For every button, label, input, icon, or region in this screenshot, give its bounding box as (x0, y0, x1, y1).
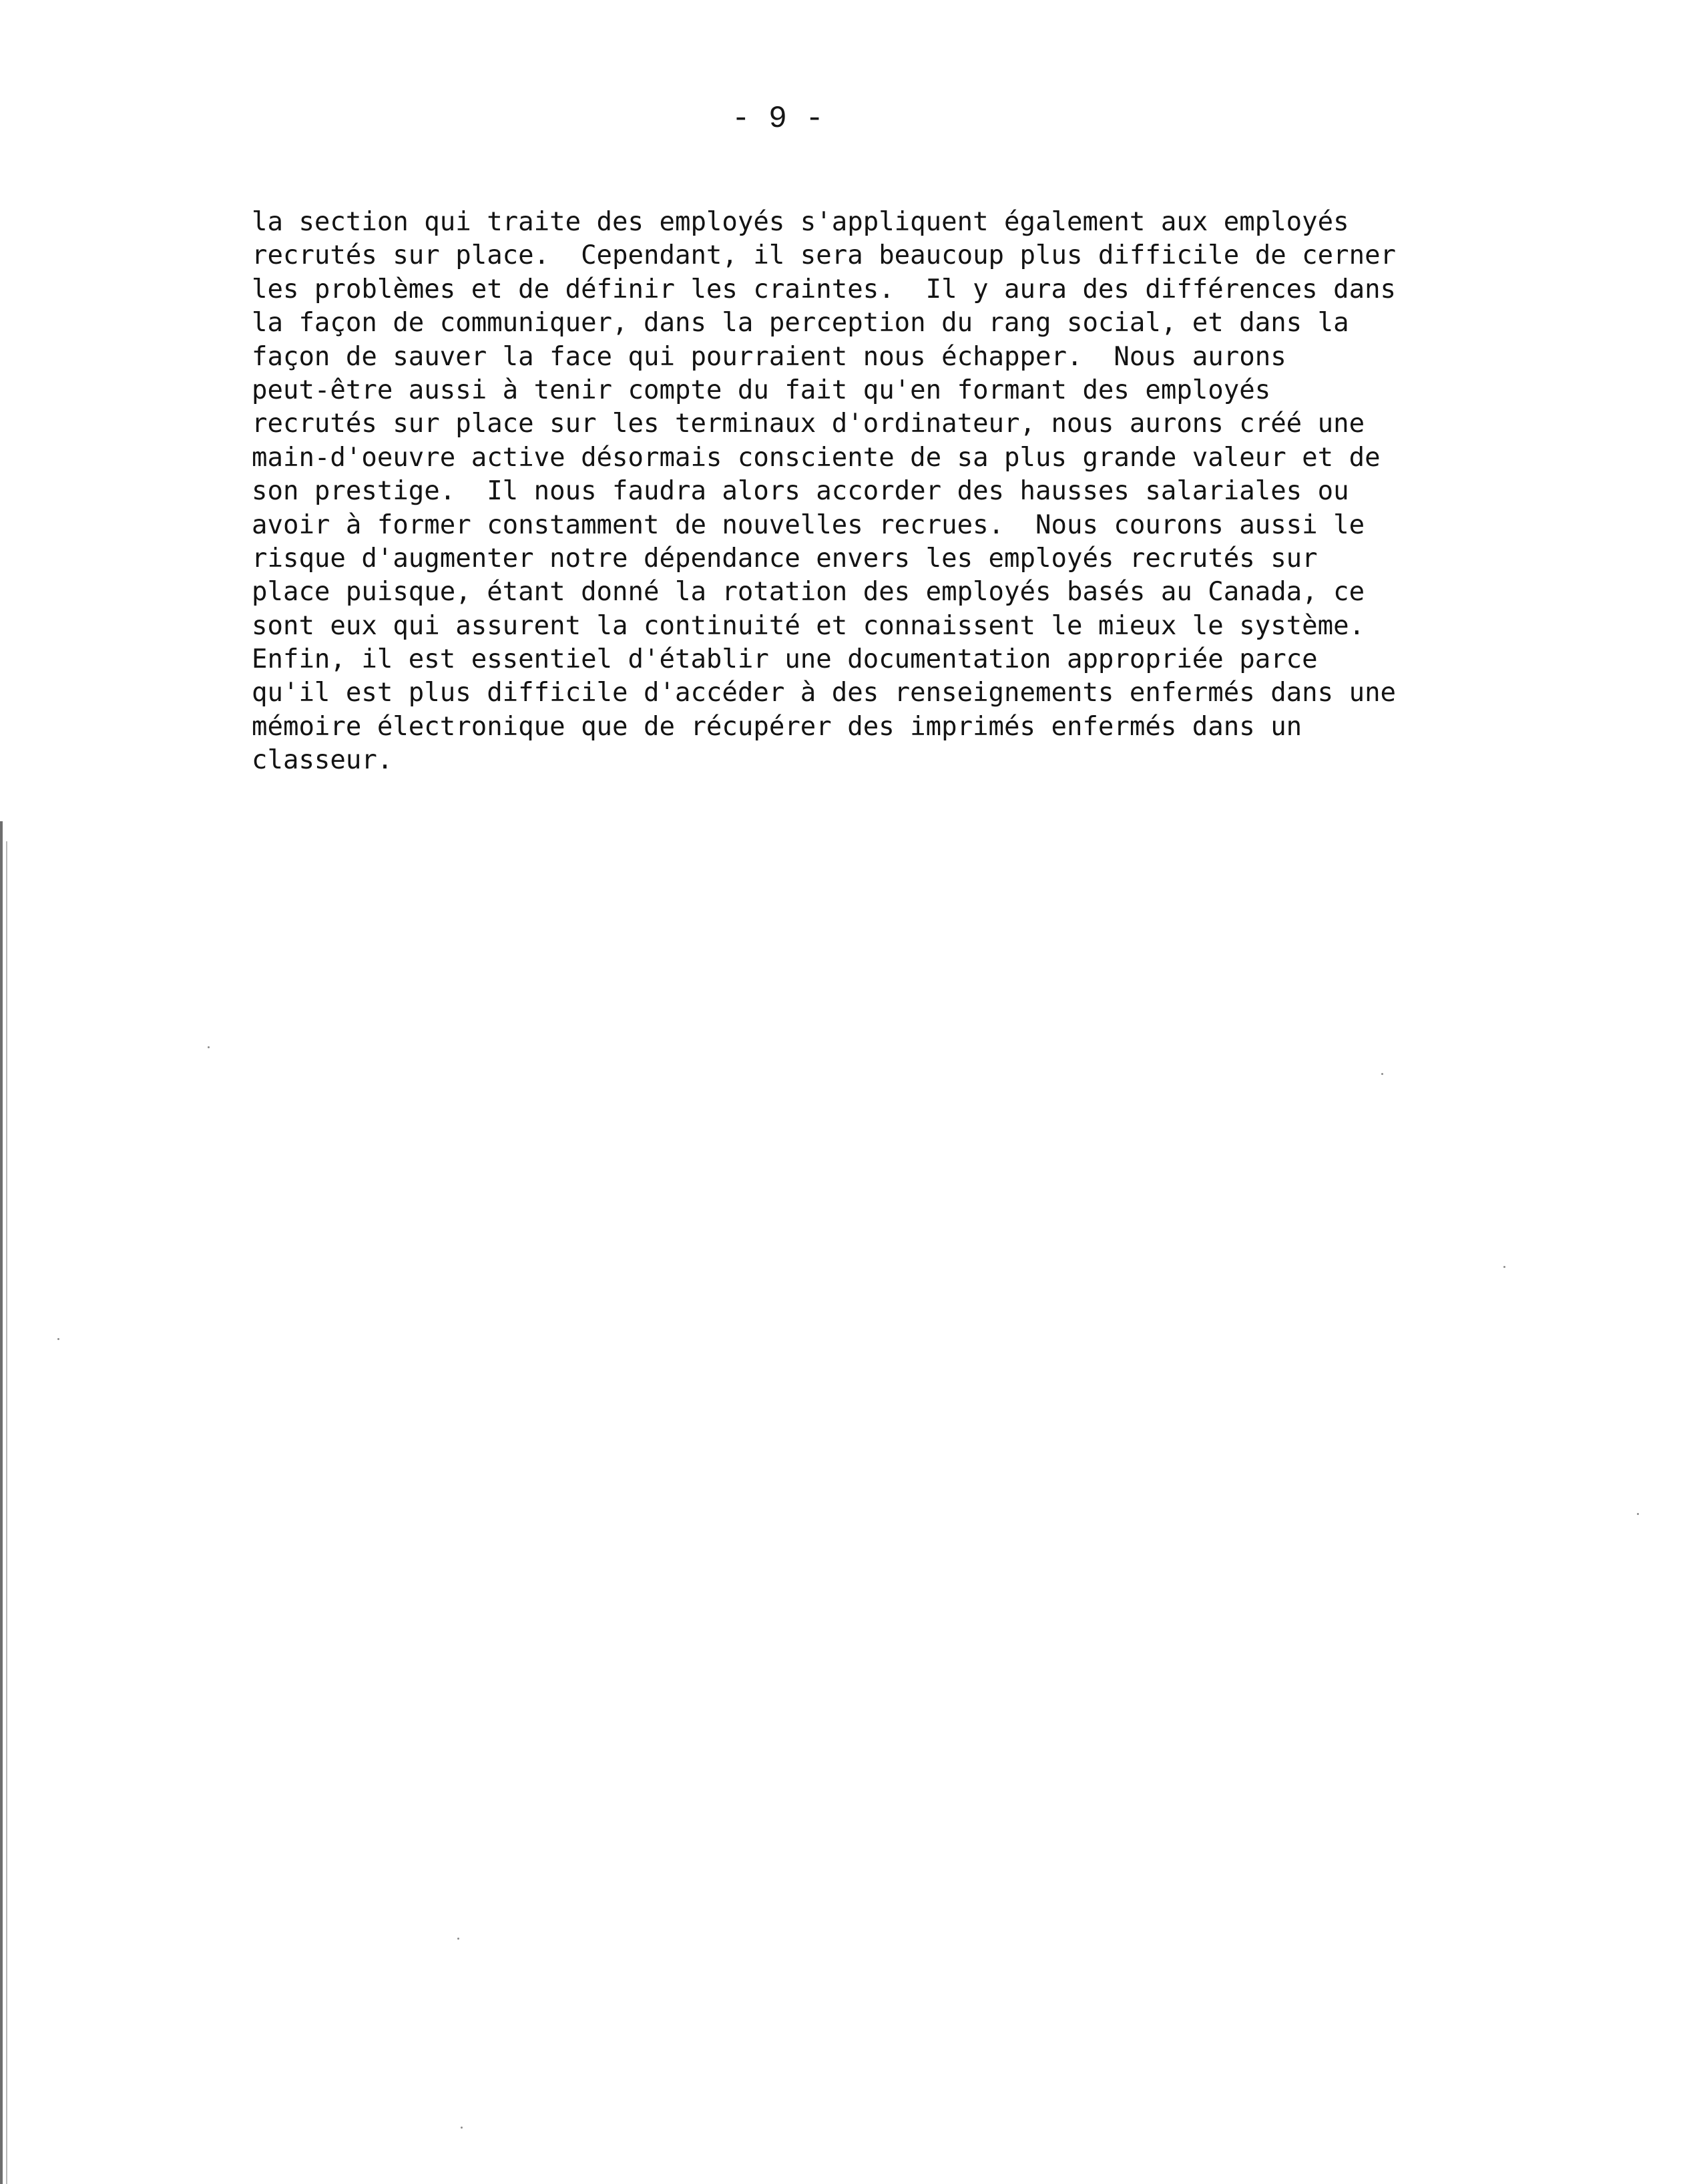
paragraph-line: la section qui traite des employés s'appliquent également aux employés (252, 207, 1349, 237)
scan-speck (1637, 1513, 1639, 1515)
paragraph-line: recrutés sur place sur les terminaux d'ordinateur, nous aurons créé une (252, 409, 1365, 439)
scan-left-edge-shadow (0, 821, 3, 2184)
scan-speck (461, 2127, 463, 2129)
paragraph-line: place puisque, étant donné la rotation des employés basés au Canada, ce (252, 577, 1365, 608)
scan-speck (208, 1046, 210, 1048)
page-number: - 9 - (731, 101, 824, 136)
paragraph-line: classeur. (252, 745, 393, 776)
body-paragraph (252, 206, 1520, 778)
paragraph-line: main-d'oeuvre active désormais consciente de sa plus grande valeur et de (252, 442, 1381, 473)
paragraph-line: recrutés sur place. Cependant, il sera beaucoup plus difficile de cerner (252, 240, 1397, 271)
paragraph-line: avoir à former constamment de nouvelles recrues. Nous courons aussi le (252, 509, 1365, 540)
paragraph-line: son prestige. Il nous faudra alors accorder des hausses salariales ou (252, 476, 1349, 507)
paragraph-line: risque d'augmenter notre dépendance envers les employés recrutés sur (252, 543, 1318, 574)
paragraph-line: qu'il est plus difficile d'accéder à des renseignements enfermés dans une (252, 678, 1397, 708)
paragraph-line: les problèmes et de définir les craintes. Il y aura des différences dans (252, 274, 1397, 304)
paragraph-line: mémoire électronique que de récupérer des imprimés enfermés dans un (252, 711, 1302, 742)
scan-speck (1503, 1266, 1505, 1268)
paragraph-line: peut-être aussi à tenir compte du fait qu'en formant des employés (252, 375, 1271, 405)
paragraph-line: la façon de communiquer, dans la perception du rang social, et dans la (252, 308, 1349, 339)
paragraph-line: Enfin, il est essentiel d'établir une documentation appropriée parce (252, 644, 1318, 675)
scan-speck (1381, 1073, 1383, 1075)
scan-speck (457, 1938, 459, 1940)
scan-left-edge-line (6, 841, 7, 2184)
scan-speck (57, 1338, 59, 1340)
paragraph-line: façon de sauver la face qui pourraient nous échapper. Nous aurons (252, 341, 1286, 372)
paragraph-line: sont eux qui assurent la continuité et connaissent le mieux le système. (252, 610, 1365, 641)
